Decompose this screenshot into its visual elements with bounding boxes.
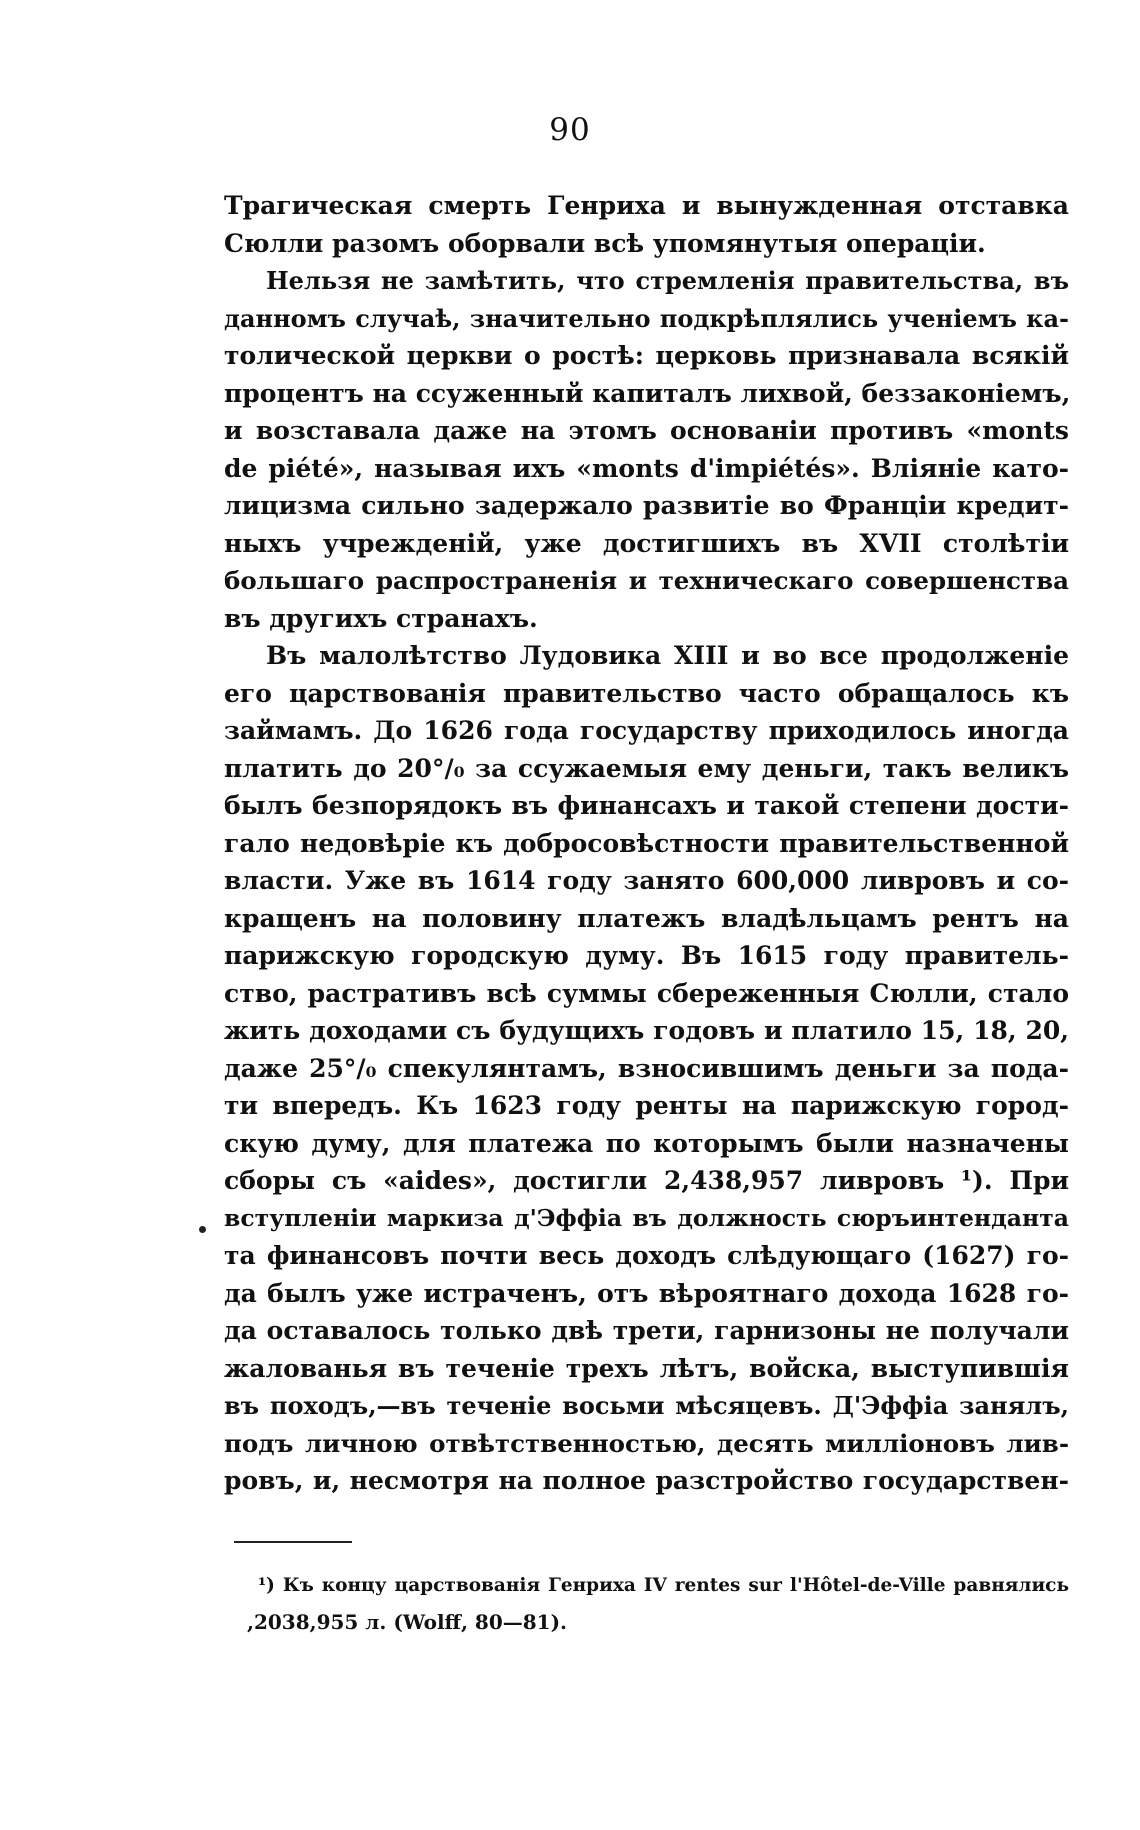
body-text [224, 187, 1069, 1500]
text-line: скую думу, для платежа по которымъ были назначены [224, 1128, 1069, 1158]
text-line: вступленіи маркиза д'Эффіа въ должность сюръинтенданта [224, 1203, 1069, 1232]
text-line: кращенъ на половину платежъ владѣльцамъ рентъ на [224, 903, 1069, 933]
text-line: даже 25°/₀ спекулянтамъ, взносившимъ деньги за пода- [224, 1053, 1069, 1083]
text-line: гало недовѣріе къ добросовѣстности правительственной [224, 828, 1069, 858]
footnote-line: ,2038,955 л. (Wolff, 80—81). [247, 1610, 567, 1634]
text-line: процентъ на ссуженный капиталъ лихвой, беззаконіемъ, [224, 378, 1071, 408]
text-line: да былъ уже истраченъ, отъ вѣроятнаго дохода 1628 го- [224, 1278, 1069, 1308]
text-line: жалованья въ теченіе трехъ лѣтъ, войска, выступившія [224, 1353, 1069, 1383]
text-line: платить до 20°/₀ за ссужаемыя ему деньги, такъ великъ [224, 753, 1069, 783]
text-line: да оставалось только двѣ трети, гарнизоны не получали [224, 1316, 1069, 1345]
footnote-divider [234, 1541, 352, 1543]
footnote-line: ¹) Къ концу царствованія Генриха IV rentes sur l'Hôtel-de-Ville равнялись [258, 1575, 1069, 1596]
text-line: его царствованія правительство часто обращалось къ [224, 678, 1069, 708]
text-line: Нельзя не замѣтить, что стремленія правительства, въ [266, 266, 1069, 295]
text-line: de piété», называя ихъ «monts d'impiétés». Вліяніе като- [224, 453, 1069, 483]
text-line: жить доходами съ будущихъ годовъ и платило 15, 18, 20, [224, 1016, 1069, 1045]
text-line: Сюлли разомъ оборвали всѣ упомянутыя операціи. [224, 228, 986, 258]
footnotes [247, 1568, 1069, 1640]
text-line: парижскую городскую думу. Въ 1615 году правитель- [224, 941, 1069, 970]
text-line: та финансовъ почти весь доходъ слѣдующаго (1627) го- [224, 1241, 1069, 1270]
text-line: ровъ, и, несмотря на полное разстройство государствен- [224, 1466, 1069, 1495]
text-line: сборы съ «aides», достигли 2,438,957 ливровъ ¹). При [224, 1166, 1069, 1195]
page-number: 90 [549, 112, 591, 148]
text-line: и возставала даже на этомъ основаніи противъ «monts [224, 416, 1069, 445]
text-line: лицизма сильно задержало развитіе во Франціи кредит- [224, 491, 1069, 520]
text-line: ныхъ учрежденій, уже достигшихъ въ XVII столѣтіи [224, 528, 1069, 558]
text-line: большаго распространенія и техническаго совершенства [224, 566, 1069, 595]
text-line: ти впередъ. Къ 1623 году ренты на парижскую город- [224, 1091, 1069, 1120]
text-line: власти. Уже въ 1614 году занято 600,000 ливровъ и со- [224, 866, 1069, 895]
text-line: ство, растративъ всѣ суммы сбереженныя Сюлли, стало [224, 978, 1069, 1008]
margin-mark [199, 1226, 206, 1233]
text-line: данномъ случаѣ, значительно подкрѣплялись ученіемъ ка- [224, 303, 1069, 333]
text-line: Въ малолѣтство Лудовика XIII и во все продолженіе [266, 641, 1069, 670]
text-line: подъ личною отвѣтственностью, десять милліоновъ лив- [224, 1428, 1069, 1458]
text-line: займамъ. До 1626 года государству приходилось иногда [224, 716, 1069, 745]
text-line: Трагическая смерть Генриха и вынужденная отставка [224, 191, 1069, 220]
text-line: въ походъ,—въ теченіе восьми мѣсяцевъ. Д'Эффіа занялъ, [224, 1391, 1069, 1420]
text-line: въ другихъ странахъ. [224, 603, 538, 633]
text-line: былъ безпорядокъ въ финансахъ и такой степени дости- [224, 791, 1069, 820]
text-line: толической церкви о ростѣ: церковь признавала всякій [224, 341, 1069, 370]
